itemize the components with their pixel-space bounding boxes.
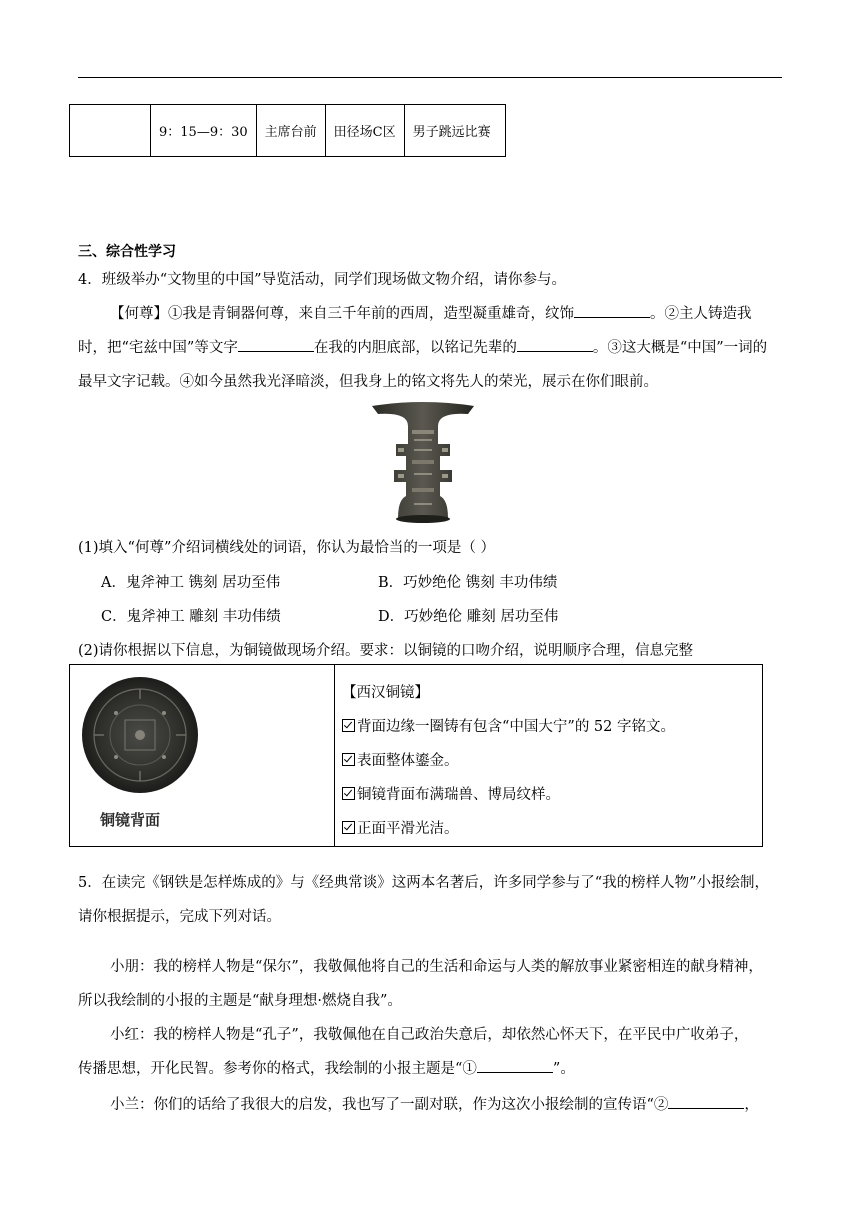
fact-text: 表面整体鎏金。 bbox=[357, 753, 459, 769]
check-icon bbox=[342, 719, 355, 732]
table-cell-time: 9：15—9：30 bbox=[151, 105, 257, 157]
schedule-table bbox=[69, 104, 506, 157]
q4-intro-line3: 最早文字记载。④如今虽然我光泽暗淡，但我身上的铭文将先人的荣光，展示在你们眼前。 bbox=[78, 374, 658, 390]
answer-blank-1[interactable] bbox=[477, 1072, 553, 1073]
q5-line2: 请你根据提示，完成下列对话。 bbox=[78, 909, 281, 925]
intro-text: 。②主人铸造我 bbox=[650, 306, 752, 322]
intro-text: 【何尊】①我是青铜器何尊，来自三千年前的西周，造型凝重雄奇，纹饰 bbox=[110, 306, 574, 322]
table-cell-place: 主席台前 bbox=[256, 105, 325, 157]
q4-sub1: (1)填入“何尊”介绍词横线处的词语，你认为最恰当的一项是（ ） bbox=[78, 540, 495, 556]
column-divider bbox=[334, 665, 335, 846]
fact-text: 背面边缘一圈铸有包含“中国大宁”的 52 字铭文。 bbox=[357, 719, 675, 735]
q4-stem: 4．班级举办“文物里的中国”导览活动，同学们现场做文物介绍，请你参与。 bbox=[78, 272, 567, 288]
check-icon bbox=[342, 787, 355, 800]
option-c[interactable]: C．鬼斧神工 雕刻 丰功伟绩 bbox=[101, 609, 281, 625]
dialog-xiaohong-2 bbox=[78, 1057, 575, 1078]
blank-3 bbox=[517, 351, 593, 352]
dialog-text: ”。 bbox=[552, 1061, 575, 1077]
mirror-fact-4 bbox=[342, 817, 459, 838]
mirror-caption: 铜镜背面 bbox=[100, 811, 161, 829]
mirror-info-table bbox=[69, 664, 763, 847]
dialog-xiaolan-1 bbox=[110, 1093, 759, 1114]
intro-text: 在我的内胆底部，以铭记先辈的 bbox=[313, 340, 517, 356]
blank-1 bbox=[574, 317, 650, 318]
fact-text: 正面平滑光洁。 bbox=[357, 821, 459, 837]
option-d[interactable]: D．巧妙绝伦 雕刻 居功至伟 bbox=[378, 609, 559, 625]
mirror-fact-2 bbox=[342, 749, 459, 770]
intro-text: 。③这大概是“中国”一词的 bbox=[592, 340, 768, 356]
table-row bbox=[70, 105, 506, 157]
q4-intro-line2 bbox=[78, 336, 767, 357]
option-b[interactable]: B．巧妙绝伦 镌刻 丰功伟绩 bbox=[378, 575, 558, 591]
answer-blank-2[interactable] bbox=[668, 1108, 744, 1109]
mirror-fact-3 bbox=[342, 783, 560, 804]
check-icon bbox=[342, 753, 355, 766]
mirror-fact-1 bbox=[342, 715, 675, 736]
fact-text: 铜镜背面布满瑞兽、博局纹样。 bbox=[357, 787, 560, 803]
dialog-xiaohong-1: 小红：我的榜样人物是“孔子”，我敬佩他在自己政治失意后，却依然心怀天下，在平民中广收弟子， bbox=[110, 1027, 749, 1043]
table-cell-empty bbox=[70, 105, 151, 157]
dialog-text: 传播思想，开化民智。参考你的格式，我绘制的小报主题是“① bbox=[78, 1061, 477, 1077]
blank-2 bbox=[238, 351, 314, 352]
header-rule bbox=[78, 77, 782, 78]
dialog-text: ， bbox=[744, 1097, 759, 1113]
table-cell-area: 田径场C区 bbox=[325, 105, 404, 157]
dialog-xiaopeng-1: 小朋：我的榜样人物是“保尔”，我敬佩他将自己的生活和命运与人类的解放事业紧密相连的献身精神， bbox=[110, 959, 763, 975]
option-a[interactable]: A．鬼斧神工 镌刻 居功至伟 bbox=[101, 575, 281, 591]
section-title: 三、综合性学习 bbox=[78, 244, 176, 260]
q4-intro-line1 bbox=[110, 302, 752, 323]
dialog-text: 小兰：你们的话给了我很大的启发，我也写了一副对联，作为这次小报绘制的宣传语“② bbox=[110, 1097, 669, 1113]
intro-text: 时，把“宅兹中国”等文字 bbox=[78, 340, 238, 356]
he-zun-image bbox=[368, 400, 478, 524]
table-cell-event: 男子跳远比赛 bbox=[404, 105, 505, 157]
mirror-title: 【西汉铜镜】 bbox=[342, 685, 429, 701]
dialog-xiaopeng-2: 所以我绘制的小报的主题是“献身理想·燃烧自我”。 bbox=[78, 993, 402, 1009]
q5-line1: 5．在读完《钢铁是怎样炼成的》与《经典常谈》这两本名著后，许多同学参与了“我的榜样人物”小报绘制， bbox=[78, 875, 770, 891]
q4-sub2: (2)请你根据以下信息，为铜镜做现场介绍。要求：以铜镜的口吻介绍，说明顺序合理，信息完整 bbox=[78, 643, 694, 659]
check-icon bbox=[342, 821, 355, 834]
